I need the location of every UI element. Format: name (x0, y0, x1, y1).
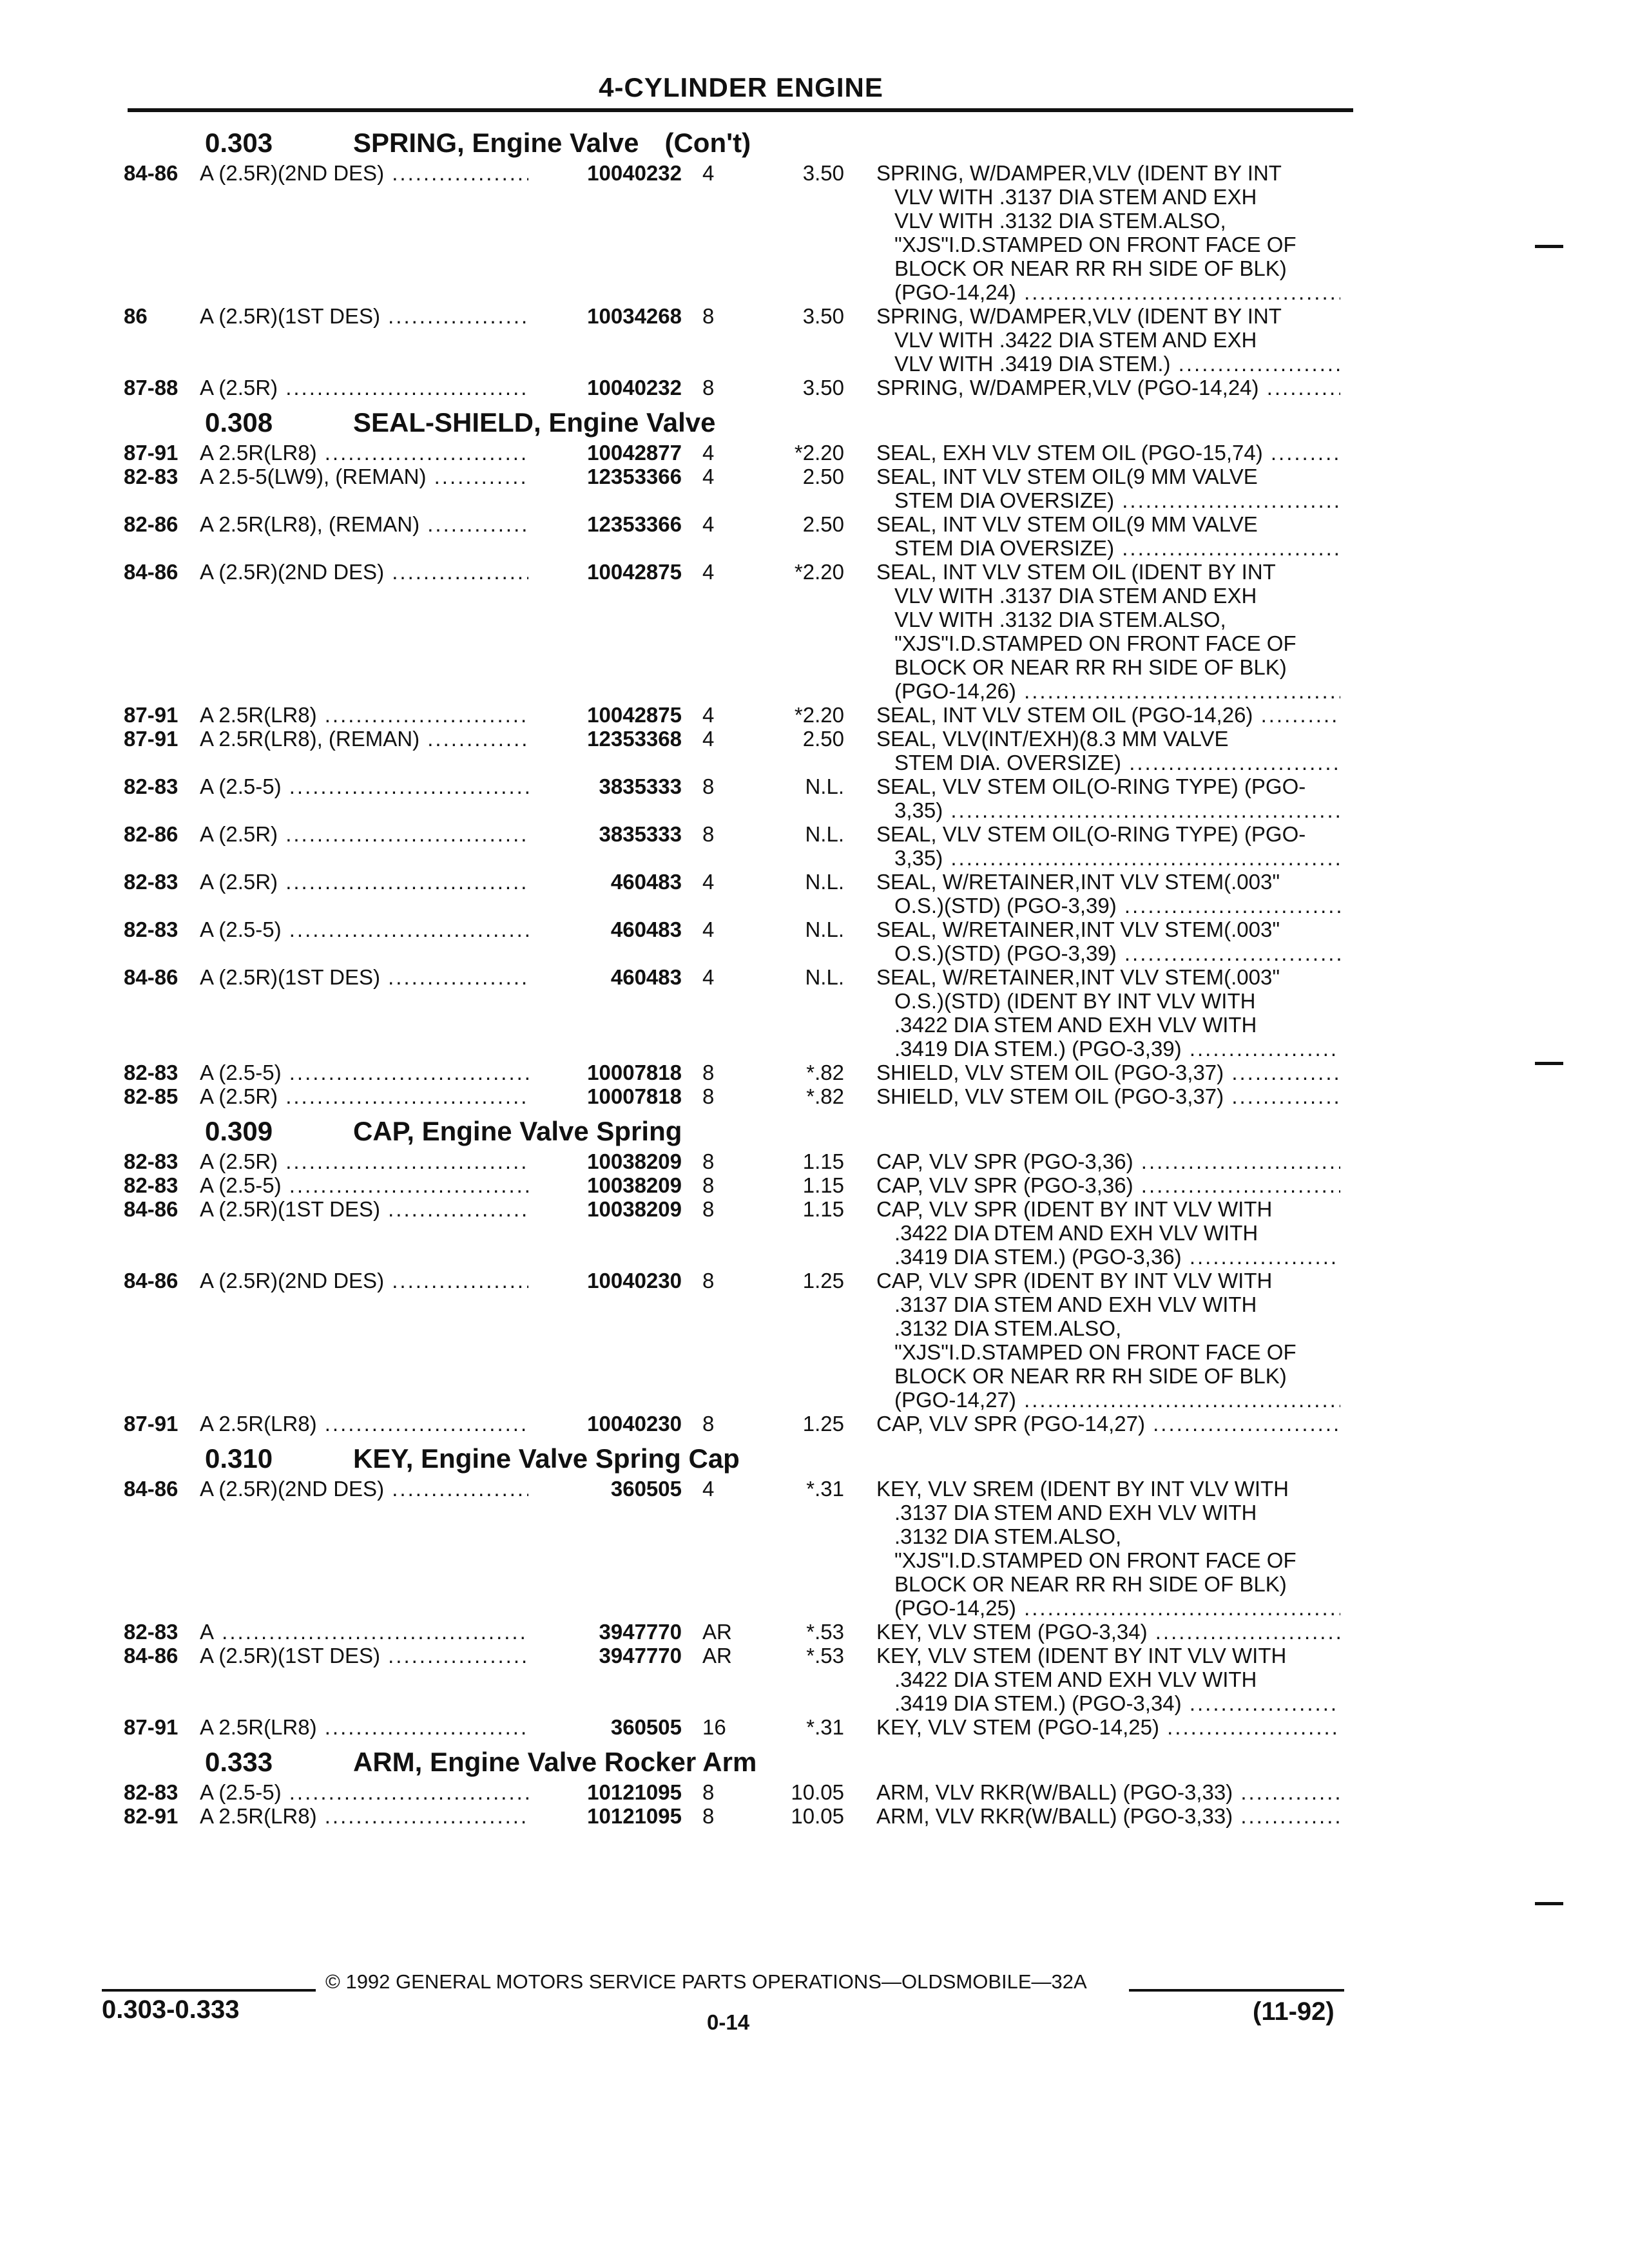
section-heading (0, 1744, 1629, 1780)
quantity: 8 (702, 1149, 715, 1173)
price: *.31 (806, 1715, 844, 1739)
part-description (876, 1477, 1340, 1620)
model-years: 82-85 (124, 1084, 178, 1108)
model-application: A (2.5R) ..... (200, 376, 548, 399)
part-description (876, 304, 1340, 376)
part-number: 460483 (528, 965, 682, 989)
description-line: VLV WITH .3137 DIA STEM AND EXH (894, 185, 1257, 209)
model-years: 82-83 (124, 1780, 178, 1804)
model-application: A ..... (200, 1620, 548, 1644)
description-line: (PGO-14,24) ..... (876, 280, 1340, 304)
model-years: 82-83 (124, 1061, 178, 1084)
quantity: AR (702, 1644, 732, 1667)
footer-copyright: © 1992 GENERAL MOTORS SERVICE PARTS OPERATIONS—OLDSMOBILE—32A (325, 1970, 1087, 1993)
part-description (876, 161, 1340, 304)
model-years: 84-86 (124, 1477, 178, 1501)
part-description (876, 560, 1340, 703)
price: 1.15 (802, 1149, 844, 1173)
description-line: BLOCK OR NEAR RR RH SIDE OF BLK) (894, 1572, 1287, 1596)
part-number: 10042877 (528, 441, 682, 465)
part-number: 3947770 (528, 1620, 682, 1644)
part-number: 12353366 (528, 512, 682, 536)
part-row (0, 512, 1629, 560)
quantity: 8 (702, 1173, 715, 1197)
quantity: 4 (702, 560, 715, 584)
section-continued: (Con't) (664, 128, 751, 158)
part-row (0, 1061, 1629, 1084)
model-application: A 2.5R(LR8) ..... (200, 441, 548, 465)
part-number: 10040232 (528, 161, 682, 185)
price: N.L. (805, 965, 844, 989)
model-application: A 2.5R(LR8), (REMAN) ..... (200, 727, 548, 751)
price: *.53 (806, 1644, 844, 1667)
description-line: STEM DIA OVERSIZE) ..... (876, 488, 1340, 512)
quantity: 8 (702, 1269, 715, 1293)
part-row (0, 1412, 1629, 1436)
section-name (353, 1744, 757, 1780)
price: 10.05 (791, 1780, 844, 1804)
description-line: .3419 DIA STEM.) (PGO-3,39) ..... (876, 1037, 1340, 1061)
description-line: 3,35) ..... (876, 798, 1340, 822)
part-description (876, 965, 1340, 1061)
model-application: A (2.5R)(1ST DES) ..... (200, 1197, 548, 1221)
part-description (876, 774, 1340, 822)
section-heading (0, 1113, 1629, 1149)
page-title: 4-CYLINDER ENGINE (599, 72, 883, 102)
model-years: 82-83 (124, 1173, 178, 1197)
part-number: 3835333 (528, 822, 682, 846)
model-years: 82-83 (124, 1620, 178, 1644)
model-application: A (2.5R) ..... (200, 822, 548, 846)
description-line: 3,35) ..... (876, 846, 1340, 870)
part-description (876, 918, 1340, 965)
price: *2.20 (794, 441, 844, 465)
price: 1.25 (802, 1269, 844, 1293)
part-description (876, 1620, 1340, 1644)
description-line: SEAL, VLV(INT/EXH)(8.3 MM VALVE (876, 727, 1229, 751)
part-row (0, 304, 1629, 376)
price: 1.15 (802, 1173, 844, 1197)
part-number: 3835333 (528, 774, 682, 798)
part-number: 12353368 (528, 727, 682, 751)
part-row (0, 376, 1629, 399)
price: *2.20 (794, 560, 844, 584)
section-number: 0.333 (205, 1747, 273, 1777)
description-line: KEY, VLV STEM (PGO-14,25) ..... (876, 1715, 1340, 1739)
part-row (0, 1149, 1629, 1173)
description-line: CAP, VLV SPR (PGO-3,36) ..... (876, 1149, 1340, 1173)
part-row (0, 918, 1629, 965)
part-row (0, 727, 1629, 774)
part-description (876, 1197, 1340, 1269)
section-heading (0, 125, 1629, 161)
part-row (0, 1197, 1629, 1269)
part-number: 10038209 (528, 1149, 682, 1173)
price: 2.50 (802, 512, 844, 536)
part-number: 12353366 (528, 465, 682, 488)
description-line: .3422 DIA DTEM AND EXH VLV WITH (894, 1221, 1258, 1245)
model-years: 87-88 (124, 376, 178, 399)
section-number: 0.308 (205, 407, 273, 437)
part-description (876, 1061, 1340, 1084)
section-name-text: KEY, Engine Valve Spring Cap (353, 1443, 740, 1474)
part-description (876, 1084, 1340, 1108)
description-line: BLOCK OR NEAR RR RH SIDE OF BLK) (894, 256, 1287, 280)
part-description (876, 1804, 1340, 1828)
description-line: O.S.)(STD) (PGO-3,39) ..... (876, 894, 1340, 918)
model-application: A (2.5-5) ..... (200, 774, 548, 798)
quantity: 8 (702, 1780, 715, 1804)
footer-rule-right (1129, 1989, 1344, 1992)
part-row (0, 1477, 1629, 1620)
part-description (876, 465, 1340, 512)
price: *.31 (806, 1477, 844, 1501)
description-line: CAP, VLV SPR (PGO-3,36) ..... (876, 1173, 1340, 1197)
section-name (353, 1441, 740, 1477)
price: 2.50 (802, 727, 844, 751)
section-name-text: CAP, Engine Valve Spring (353, 1116, 682, 1146)
part-number: 360505 (528, 1477, 682, 1501)
section-heading (0, 405, 1629, 441)
description-line: "XJS"I.D.STAMPED ON FRONT FACE OF (894, 631, 1296, 655)
part-row (0, 1715, 1629, 1739)
quantity: 8 (702, 822, 715, 846)
section-heading (0, 1441, 1629, 1477)
model-application: A 2.5R(LR8) ..... (200, 703, 548, 727)
description-line: SEAL, W/RETAINER,INT VLV STEM(.003" (876, 965, 1280, 989)
part-row (0, 1804, 1629, 1828)
description-line: .3137 DIA STEM AND EXH VLV WITH (894, 1293, 1257, 1316)
description-line: .3422 DIA STEM AND EXH VLV WITH (894, 1667, 1257, 1691)
model-application: A (2.5R)(2ND DES) ..... (200, 161, 548, 185)
price: 3.50 (802, 376, 844, 399)
model-years: 84-86 (124, 1269, 178, 1293)
part-number: 460483 (528, 870, 682, 894)
margin-mark (1535, 245, 1563, 248)
model-years: 82-83 (124, 465, 178, 488)
part-row (0, 774, 1629, 822)
description-line: .3137 DIA STEM AND EXH VLV WITH (894, 1501, 1257, 1524)
description-line: O.S.)(STD) (PGO-3,39) ..... (876, 941, 1340, 965)
part-row (0, 1084, 1629, 1108)
description-line: VLV WITH .3419 DIA STEM.) ..... (876, 352, 1340, 376)
description-line: .3132 DIA STEM.ALSO, (894, 1524, 1122, 1548)
description-line: SEAL, VLV STEM OIL(O-RING TYPE) (PGO- (876, 774, 1306, 798)
footer-rule-left (102, 1989, 316, 1992)
section-name (353, 1113, 682, 1149)
quantity: 4 (702, 465, 715, 488)
price: N.L. (805, 774, 844, 798)
quantity: 4 (702, 512, 715, 536)
part-number: 10040230 (528, 1269, 682, 1293)
part-row (0, 161, 1629, 304)
quantity: 4 (702, 727, 715, 751)
quantity: 8 (702, 1061, 715, 1084)
footer-date: (11-92) (1253, 1997, 1335, 2026)
part-number: 360505 (528, 1715, 682, 1739)
description-line: SHIELD, VLV STEM OIL (PGO-3,37) ..... (876, 1061, 1340, 1084)
price: N.L. (805, 870, 844, 894)
part-row (0, 1620, 1629, 1644)
quantity: 8 (702, 376, 715, 399)
model-application: A (2.5-5) ..... (200, 1061, 548, 1084)
quantity: 4 (702, 918, 715, 941)
footer-section-range: 0.303-0.333 (102, 1995, 240, 2024)
part-description (876, 1644, 1340, 1715)
quantity: 4 (702, 965, 715, 989)
part-number: 10121095 (528, 1804, 682, 1828)
model-application: A (2.5R)(1ST DES) ..... (200, 304, 548, 328)
description-line: SEAL, INT VLV STEM OIL(9 MM VALVE (876, 465, 1258, 488)
section-name-text: SEAL-SHIELD, Engine Valve (353, 407, 716, 437)
model-application: A 2.5-5(LW9), (REMAN) ..... (200, 465, 548, 488)
model-application: A (2.5R)(1ST DES) ..... (200, 965, 548, 989)
price: *.53 (806, 1620, 844, 1644)
part-number: 10038209 (528, 1197, 682, 1221)
description-line: (PGO-14,26) ..... (876, 679, 1340, 703)
model-years: 82-83 (124, 774, 178, 798)
section-number: 0.309 (205, 1116, 273, 1146)
model-years: 84-86 (124, 1197, 178, 1221)
price: *.82 (806, 1084, 844, 1108)
model-years: 82-91 (124, 1804, 178, 1828)
part-description (876, 822, 1340, 870)
part-number: 10042875 (528, 703, 682, 727)
section-name (353, 125, 751, 161)
model-application: A (2.5R)(1ST DES) ..... (200, 1644, 548, 1667)
description-line: VLV WITH .3132 DIA STEM.ALSO, (894, 209, 1226, 233)
quantity: 8 (702, 1197, 715, 1221)
quantity: 4 (702, 1477, 715, 1501)
model-application: A (2.5R)(2ND DES) ..... (200, 1477, 548, 1501)
model-years: 86 (124, 304, 148, 328)
part-row (0, 1780, 1629, 1804)
part-number: 460483 (528, 918, 682, 941)
description-line: SHIELD, VLV STEM OIL (PGO-3,37) ..... (876, 1084, 1340, 1108)
part-description (876, 1715, 1340, 1739)
model-application: A (2.5R)(2ND DES) ..... (200, 560, 548, 584)
part-description (876, 1780, 1340, 1804)
section-name (353, 405, 715, 441)
description-line: "XJS"I.D.STAMPED ON FRONT FACE OF (894, 1548, 1296, 1572)
section-name-text: ARM, Engine Valve Rocker Arm (353, 1747, 757, 1777)
part-description (876, 512, 1340, 560)
description-line: KEY, VLV STEM (IDENT BY INT VLV WITH (876, 1644, 1287, 1667)
description-line: ARM, VLV RKR(W/BALL) (PGO-3,33) ..... (876, 1804, 1340, 1828)
description-line: STEM DIA. OVERSIZE) ..... (876, 751, 1340, 774)
part-row (0, 441, 1629, 465)
price: 2.50 (802, 465, 844, 488)
part-row (0, 703, 1629, 727)
part-number: 10121095 (528, 1780, 682, 1804)
model-application: A (2.5R) ..... (200, 1084, 548, 1108)
model-application: A (2.5R)(2ND DES) ..... (200, 1269, 548, 1293)
description-line: CAP, VLV SPR (PGO-14,27) ..... (876, 1412, 1340, 1436)
part-row (0, 1173, 1629, 1197)
model-years: 84-86 (124, 965, 178, 989)
section-number: 0.310 (205, 1443, 273, 1474)
description-line: "XJS"I.D.STAMPED ON FRONT FACE OF (894, 1340, 1296, 1364)
description-line: .3132 DIA STEM.ALSO, (894, 1316, 1122, 1340)
description-line: SEAL, W/RETAINER,INT VLV STEM(.003" (876, 870, 1280, 894)
part-number: 10042875 (528, 560, 682, 584)
description-line: KEY, VLV SREM (IDENT BY INT VLV WITH (876, 1477, 1289, 1501)
description-line: SEAL, INT VLV STEM OIL (IDENT BY INT (876, 560, 1276, 584)
part-description (876, 1173, 1340, 1197)
quantity: 8 (702, 1412, 715, 1436)
description-line: VLV WITH .3132 DIA STEM.ALSO, (894, 608, 1226, 631)
description-line: .3419 DIA STEM.) (PGO-3,36) ..... (876, 1245, 1340, 1269)
model-years: 84-86 (124, 161, 178, 185)
model-years: 84-86 (124, 560, 178, 584)
part-description (876, 727, 1340, 774)
price: N.L. (805, 918, 844, 941)
description-line: BLOCK OR NEAR RR RH SIDE OF BLK) (894, 655, 1287, 679)
model-years: 82-83 (124, 1149, 178, 1173)
description-line: SEAL, EXH VLV STEM OIL (PGO-15,74) ..... (876, 441, 1340, 465)
description-line: SPRING, W/DAMPER,VLV (IDENT BY INT (876, 304, 1282, 328)
footer-page-number: 0-14 (707, 2010, 750, 2034)
part-description (876, 441, 1340, 465)
model-years: 87-91 (124, 441, 178, 465)
part-description (876, 1412, 1340, 1436)
model-application: A (2.5-5) ..... (200, 1173, 548, 1197)
description-line: (PGO-14,27) ..... (876, 1388, 1340, 1412)
part-row (0, 1644, 1629, 1715)
price: *.82 (806, 1061, 844, 1084)
quantity: 4 (702, 441, 715, 465)
quantity: 8 (702, 1804, 715, 1828)
description-line: CAP, VLV SPR (IDENT BY INT VLV WITH (876, 1269, 1273, 1293)
model-years: 87-91 (124, 703, 178, 727)
description-line: VLV WITH .3137 DIA STEM AND EXH (894, 584, 1257, 608)
description-line: SEAL, INT VLV STEM OIL (PGO-14,26) ..... (876, 703, 1340, 727)
section-number: 0.303 (205, 128, 273, 158)
part-row (0, 465, 1629, 512)
part-number: 10040230 (528, 1412, 682, 1436)
model-application: A 2.5R(LR8) ..... (200, 1715, 548, 1739)
part-number: 3947770 (528, 1644, 682, 1667)
part-description (876, 1269, 1340, 1412)
quantity: 4 (702, 161, 715, 185)
section-name-text: SPRING, Engine Valve (353, 128, 639, 158)
description-line: SEAL, VLV STEM OIL(O-RING TYPE) (PGO- (876, 822, 1306, 846)
description-line: "XJS"I.D.STAMPED ON FRONT FACE OF (894, 233, 1296, 256)
margin-mark (1535, 1902, 1563, 1905)
part-description (876, 376, 1340, 399)
quantity: 8 (702, 1084, 715, 1108)
header-rule (128, 108, 1353, 112)
quantity: 4 (702, 703, 715, 727)
price: 3.50 (802, 161, 844, 185)
model-years: 82-83 (124, 870, 178, 894)
quantity: AR (702, 1620, 732, 1644)
description-line: SPRING, W/DAMPER,VLV (PGO-14,24) ..... (876, 376, 1340, 399)
quantity: 16 (702, 1715, 726, 1739)
model-years: 87-91 (124, 1412, 178, 1436)
model-years: 82-86 (124, 512, 178, 536)
description-line: VLV WITH .3422 DIA STEM AND EXH (894, 328, 1257, 352)
model-application: A (2.5R) ..... (200, 1149, 548, 1173)
price: N.L. (805, 822, 844, 846)
model-application: A (2.5R) ..... (200, 870, 548, 894)
price: *2.20 (794, 703, 844, 727)
model-years: 82-83 (124, 918, 178, 941)
price: 1.25 (802, 1412, 844, 1436)
part-row (0, 870, 1629, 918)
quantity: 8 (702, 304, 715, 328)
part-row (0, 822, 1629, 870)
margin-mark (1535, 1062, 1563, 1065)
part-row (0, 965, 1629, 1061)
model-years: 84-86 (124, 1644, 178, 1667)
description-line: (PGO-14,25) ..... (876, 1596, 1340, 1620)
description-line: STEM DIA OVERSIZE) ..... (876, 536, 1340, 560)
model-application: A 2.5R(LR8), (REMAN) ..... (200, 512, 548, 536)
part-number: 10038209 (528, 1173, 682, 1197)
part-number: 10040232 (528, 376, 682, 399)
model-years: 87-91 (124, 727, 178, 751)
description-line: .3422 DIA STEM AND EXH VLV WITH (894, 1013, 1257, 1037)
description-line: O.S.)(STD) (IDENT BY INT VLV WITH (894, 989, 1256, 1013)
part-description (876, 1149, 1340, 1173)
part-number: 10007818 (528, 1061, 682, 1084)
quantity: 8 (702, 774, 715, 798)
part-row (0, 1269, 1629, 1412)
model-application: A 2.5R(LR8) ..... (200, 1412, 548, 1436)
description-line: ARM, VLV RKR(W/BALL) (PGO-3,33) ..... (876, 1780, 1340, 1804)
price: 10.05 (791, 1804, 844, 1828)
description-line: .3419 DIA STEM.) (PGO-3,34) ..... (876, 1691, 1340, 1715)
model-application: A (2.5-5) ..... (200, 918, 548, 941)
model-application: A 2.5R(LR8) ..... (200, 1804, 548, 1828)
quantity: 4 (702, 870, 715, 894)
model-years: 87-91 (124, 1715, 178, 1739)
part-number: 10007818 (528, 1084, 682, 1108)
description-line: SPRING, W/DAMPER,VLV (IDENT BY INT (876, 161, 1282, 185)
part-row (0, 560, 1629, 703)
description-line: SEAL, W/RETAINER,INT VLV STEM(.003" (876, 918, 1280, 941)
description-line: SEAL, INT VLV STEM OIL(9 MM VALVE (876, 512, 1258, 536)
model-years: 82-86 (124, 822, 178, 846)
part-description (876, 870, 1340, 918)
description-line: CAP, VLV SPR (IDENT BY INT VLV WITH (876, 1197, 1273, 1221)
description-line: KEY, VLV STEM (PGO-3,34) ..... (876, 1620, 1340, 1644)
model-application: A (2.5-5) ..... (200, 1780, 548, 1804)
price: 1.15 (802, 1197, 844, 1221)
description-line: BLOCK OR NEAR RR RH SIDE OF BLK) (894, 1364, 1287, 1388)
part-description (876, 703, 1340, 727)
part-number: 10034268 (528, 304, 682, 328)
parts-list (0, 120, 1629, 1828)
price: 3.50 (802, 304, 844, 328)
